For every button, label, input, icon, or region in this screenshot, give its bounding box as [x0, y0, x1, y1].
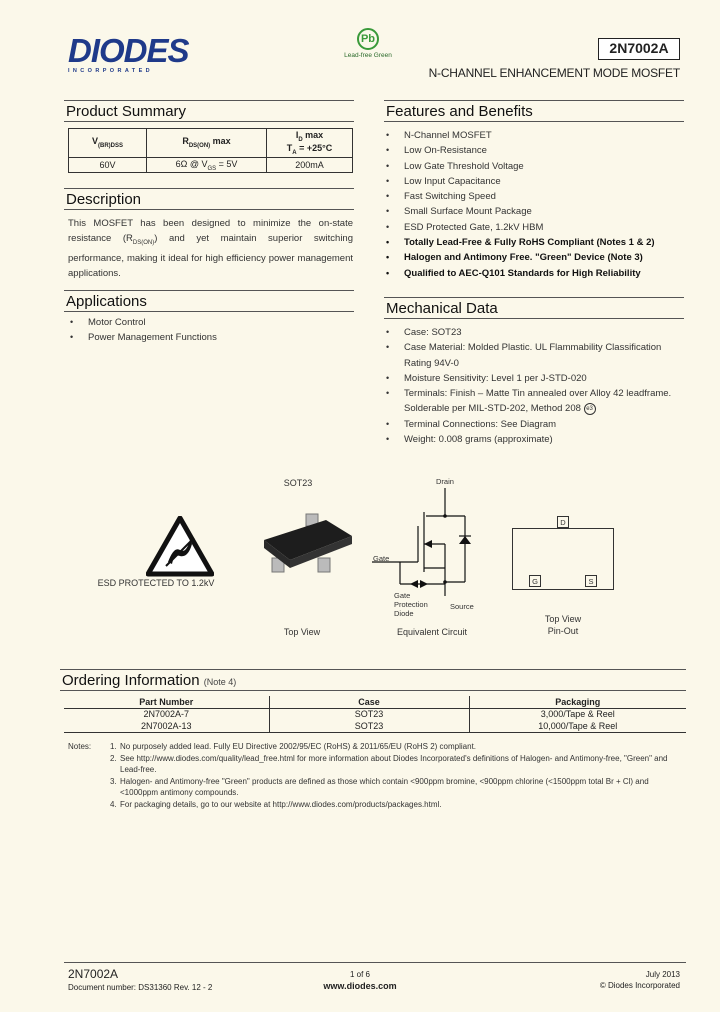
- list-item: • Small Surface Mount Package: [384, 204, 684, 219]
- table-row: [64, 708, 686, 720]
- gate-protection-label: Gate Protection Diode: [394, 591, 428, 618]
- leadfree-icon: Pb: [357, 28, 379, 50]
- pin-g: G: [529, 575, 541, 587]
- leadfree-badge: [340, 28, 396, 59]
- list-item: • Weight: 0.008 grams (approximate): [384, 432, 684, 447]
- list-item: • Low Input Capacitance: [384, 174, 684, 189]
- footer-website-link[interactable]: www.diodes.com: [323, 981, 397, 991]
- cell: 2N7002A-7: [143, 709, 190, 720]
- col-part-number: Part Number: [64, 696, 269, 708]
- col-case: Case: [269, 696, 469, 708]
- description-header: [64, 188, 354, 210]
- col-rdson: $R_{DS(ON)}$ max: [147, 129, 267, 158]
- e3-mark-icon: e3: [584, 403, 596, 415]
- section-title: Ordering Information (Note 4): [62, 672, 237, 689]
- equivalent-circuit-label: Equivalent Circuit: [396, 627, 468, 637]
- product-summary-header: [64, 100, 354, 122]
- top-view-label: Top View: [283, 627, 321, 637]
- leadfree-label: Lead-free Green: [344, 52, 392, 59]
- mechanical-header: [384, 297, 684, 319]
- list-item: • Case Material: Molded Plastic. UL Flammability Classification Rating 94V-0: [384, 340, 684, 371]
- applications-header: [64, 290, 354, 312]
- list-item: • Qualified to AEC-Q101 Standards for High Reliability: [384, 266, 684, 281]
- list-item: • Motor Control: [68, 315, 353, 330]
- drain-label: Drain: [436, 477, 454, 486]
- list-item: • Totally Lead-Free & Fully RoHS Compliant (Notes 1 & 2): [384, 235, 684, 250]
- cell: SOT23: [269, 720, 469, 732]
- list-item: • Case: SOT23: [384, 325, 684, 340]
- features-list: [384, 128, 684, 281]
- logo-text: DIODES: [68, 32, 189, 69]
- note-item: 4. For packaging details, go to our website at http://www.diodes.com/products/packages.html.: [110, 799, 442, 809]
- col-packaging: Packaging: [469, 696, 686, 708]
- list-item: • Low Gate Threshold Voltage: [384, 159, 684, 174]
- gate-label: Gate: [373, 554, 390, 563]
- cell: 3,000/Tape & Reel: [469, 708, 686, 720]
- col-vbrdss: $V_{(BR)DSS}$: [69, 129, 147, 158]
- list-item: • Low On-Resistance: [384, 143, 684, 158]
- footer-doc-number: Document number: DS31360 Rev. 12 - 2: [68, 983, 213, 992]
- footer-date: July 2013: [645, 970, 680, 979]
- cell-id: 200mA: [267, 157, 353, 173]
- esd-label: ESD PROTECTED TO 1.2kV: [97, 578, 215, 588]
- description-text: This MOSFET has been designed to minimize the on-state resistance $(R_{DS(ON)})$ and yet maintain superior switching performance, making it ideal for high efficiency power management applications.: [68, 218, 354, 279]
- ordering-table: [64, 696, 686, 733]
- note-item: 3. Halogen- and Antimony-free "Green" products are defined as those which contain <900ppm bromine, <900ppm chlorine (<1500ppm total Br + Cl) and <1000ppm antimony compounds.: [110, 776, 649, 797]
- section-title: Features and Benefits: [386, 103, 533, 120]
- footer-divider: [64, 962, 686, 963]
- note-item: 1. No purposely added lead. Fully EU Directive 2002/95/EC (RoHS) & 2011/65/EU (RoHS 2) compliant.: [110, 742, 477, 751]
- sot23-package-icon: [256, 510, 356, 576]
- device-subtitle: N-CHANNEL ENHANCEMENT MODE MOSFET: [428, 66, 680, 80]
- pinout-label: Pin-Out: [547, 626, 579, 636]
- cell: 10,000/Tape & Reel: [469, 720, 686, 732]
- logo-subtext: INCORPORATED: [68, 68, 154, 74]
- pin-d: D: [557, 516, 569, 528]
- list-item: • N-Channel MOSFET: [384, 128, 684, 143]
- pinout-top-view-label: Top View: [544, 614, 582, 624]
- ordering-header: [60, 669, 686, 691]
- notes-label: Notes:: [68, 742, 92, 751]
- equivalent-circuit-diagram: [370, 486, 480, 598]
- esd-warning-icon: [146, 516, 214, 578]
- list-item: • Power Management Functions: [68, 330, 353, 345]
- features-header: [384, 100, 684, 122]
- list-item: • Terminals: Finish – Matte Tin annealed over Alloy 42 leadframe. Solderable per MIL-STD-202, Method 208 e3: [384, 386, 684, 417]
- cell-rdson: 6Ω @ $V_{GS} = 5V$: [147, 157, 267, 173]
- table-row: [64, 720, 686, 732]
- list-item: • Fast Switching Speed: [384, 189, 684, 204]
- source-label: Source: [450, 602, 474, 611]
- list-item: • Terminal Connections: See Diagram: [384, 417, 684, 432]
- note-item: 2. See http://www.diodes.com/quality/lead_free.html for more information about Diodes Incorporated's definitions of Halogen- and Antimony-free, "Green" and Lead-free.: [110, 753, 668, 774]
- footer-page: 1 of 6: [349, 970, 370, 979]
- section-title: Description: [66, 191, 142, 208]
- footer-copyright: © Diodes Incorporated: [599, 981, 680, 990]
- footer-part: 2N7002A: [68, 967, 119, 981]
- pinout-body: [512, 528, 614, 590]
- cell: SOT23: [269, 708, 469, 720]
- list-item: • ESD Protected Gate, 1.2kV HBM: [384, 220, 684, 235]
- list-item: • Moisture Sensitivity: Level 1 per J-STD-020: [384, 371, 684, 386]
- section-title: Applications: [66, 293, 147, 310]
- cell-vbrdss: 60V: [69, 157, 147, 173]
- applications-list: [68, 315, 353, 346]
- section-title: Mechanical Data: [386, 300, 498, 317]
- diodes-logo: [68, 32, 203, 76]
- part-number-title: 2N7002A: [598, 38, 680, 60]
- section-title: Product Summary: [66, 103, 187, 120]
- list-item: • Halogen and Antimony Free. "Green" Device (Note 3): [384, 250, 684, 265]
- col-id: $I_D$ max $T_A = +25^\circ C$: [267, 129, 353, 158]
- mechanical-list: [384, 325, 684, 447]
- pin-s: S: [585, 575, 597, 587]
- package-label: SOT23: [283, 478, 313, 488]
- cell: 2N7002A-13: [64, 720, 269, 732]
- product-summary-table: [68, 128, 353, 173]
